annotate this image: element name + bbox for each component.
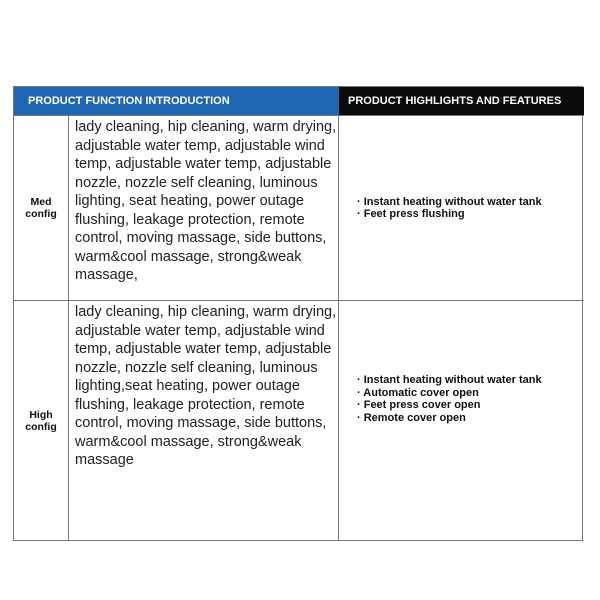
config-label-line2: config bbox=[25, 208, 57, 220]
config-label-high bbox=[14, 301, 69, 540]
table-row-med-config bbox=[14, 115, 584, 300]
config-label-line1: High bbox=[29, 408, 53, 421]
function-description-med: lady cleaning, hip cleaning, warm drying, adjustable water temp, adjustable wind temp, adjustable water temp, adjustable nozzle, nozzle self cleaning, luminous lighting, seat heating, power outage flushing, leakage protection, remote control, moving massage, side buttons, warm&cool massage, strong&weak massage, bbox=[69, 116, 339, 300]
feature-item: · Automatic cover open bbox=[357, 386, 479, 399]
config-label-med bbox=[14, 116, 69, 300]
header-function-introduction: PRODUCT FUNCTION INTRODUCTION bbox=[14, 87, 339, 115]
feature-item: · Instant heating without water tank bbox=[357, 374, 542, 386]
config-label-line2: config bbox=[25, 420, 57, 433]
feature-item: · Instant heating without water tank bbox=[357, 195, 542, 208]
product-comparison-table bbox=[13, 86, 583, 541]
table-row-high-config bbox=[14, 300, 584, 540]
feature-item: · Feet press flushing bbox=[357, 208, 465, 220]
header-highlights-features: PRODUCT HIGHLIGHTS AND FEATURES bbox=[339, 87, 584, 115]
function-description-high: lady cleaning, hip cleaning, warm drying, adjustable water temp, adjustable wind temp, adjustable water temp, adjustable nozzle, nozzle self cleaning, luminous lighting,seat heating, power outage flushing, leakage protection, remote control, moving massage, side buttons, warm&cool massage, strong&weak massage bbox=[69, 301, 339, 540]
config-label-line1: Med bbox=[30, 196, 52, 208]
feature-item: · Remote cover open bbox=[357, 411, 466, 424]
feature-item: · Feet press cover open bbox=[357, 399, 481, 411]
features-list-high bbox=[339, 301, 584, 540]
features-list-med bbox=[339, 116, 584, 300]
